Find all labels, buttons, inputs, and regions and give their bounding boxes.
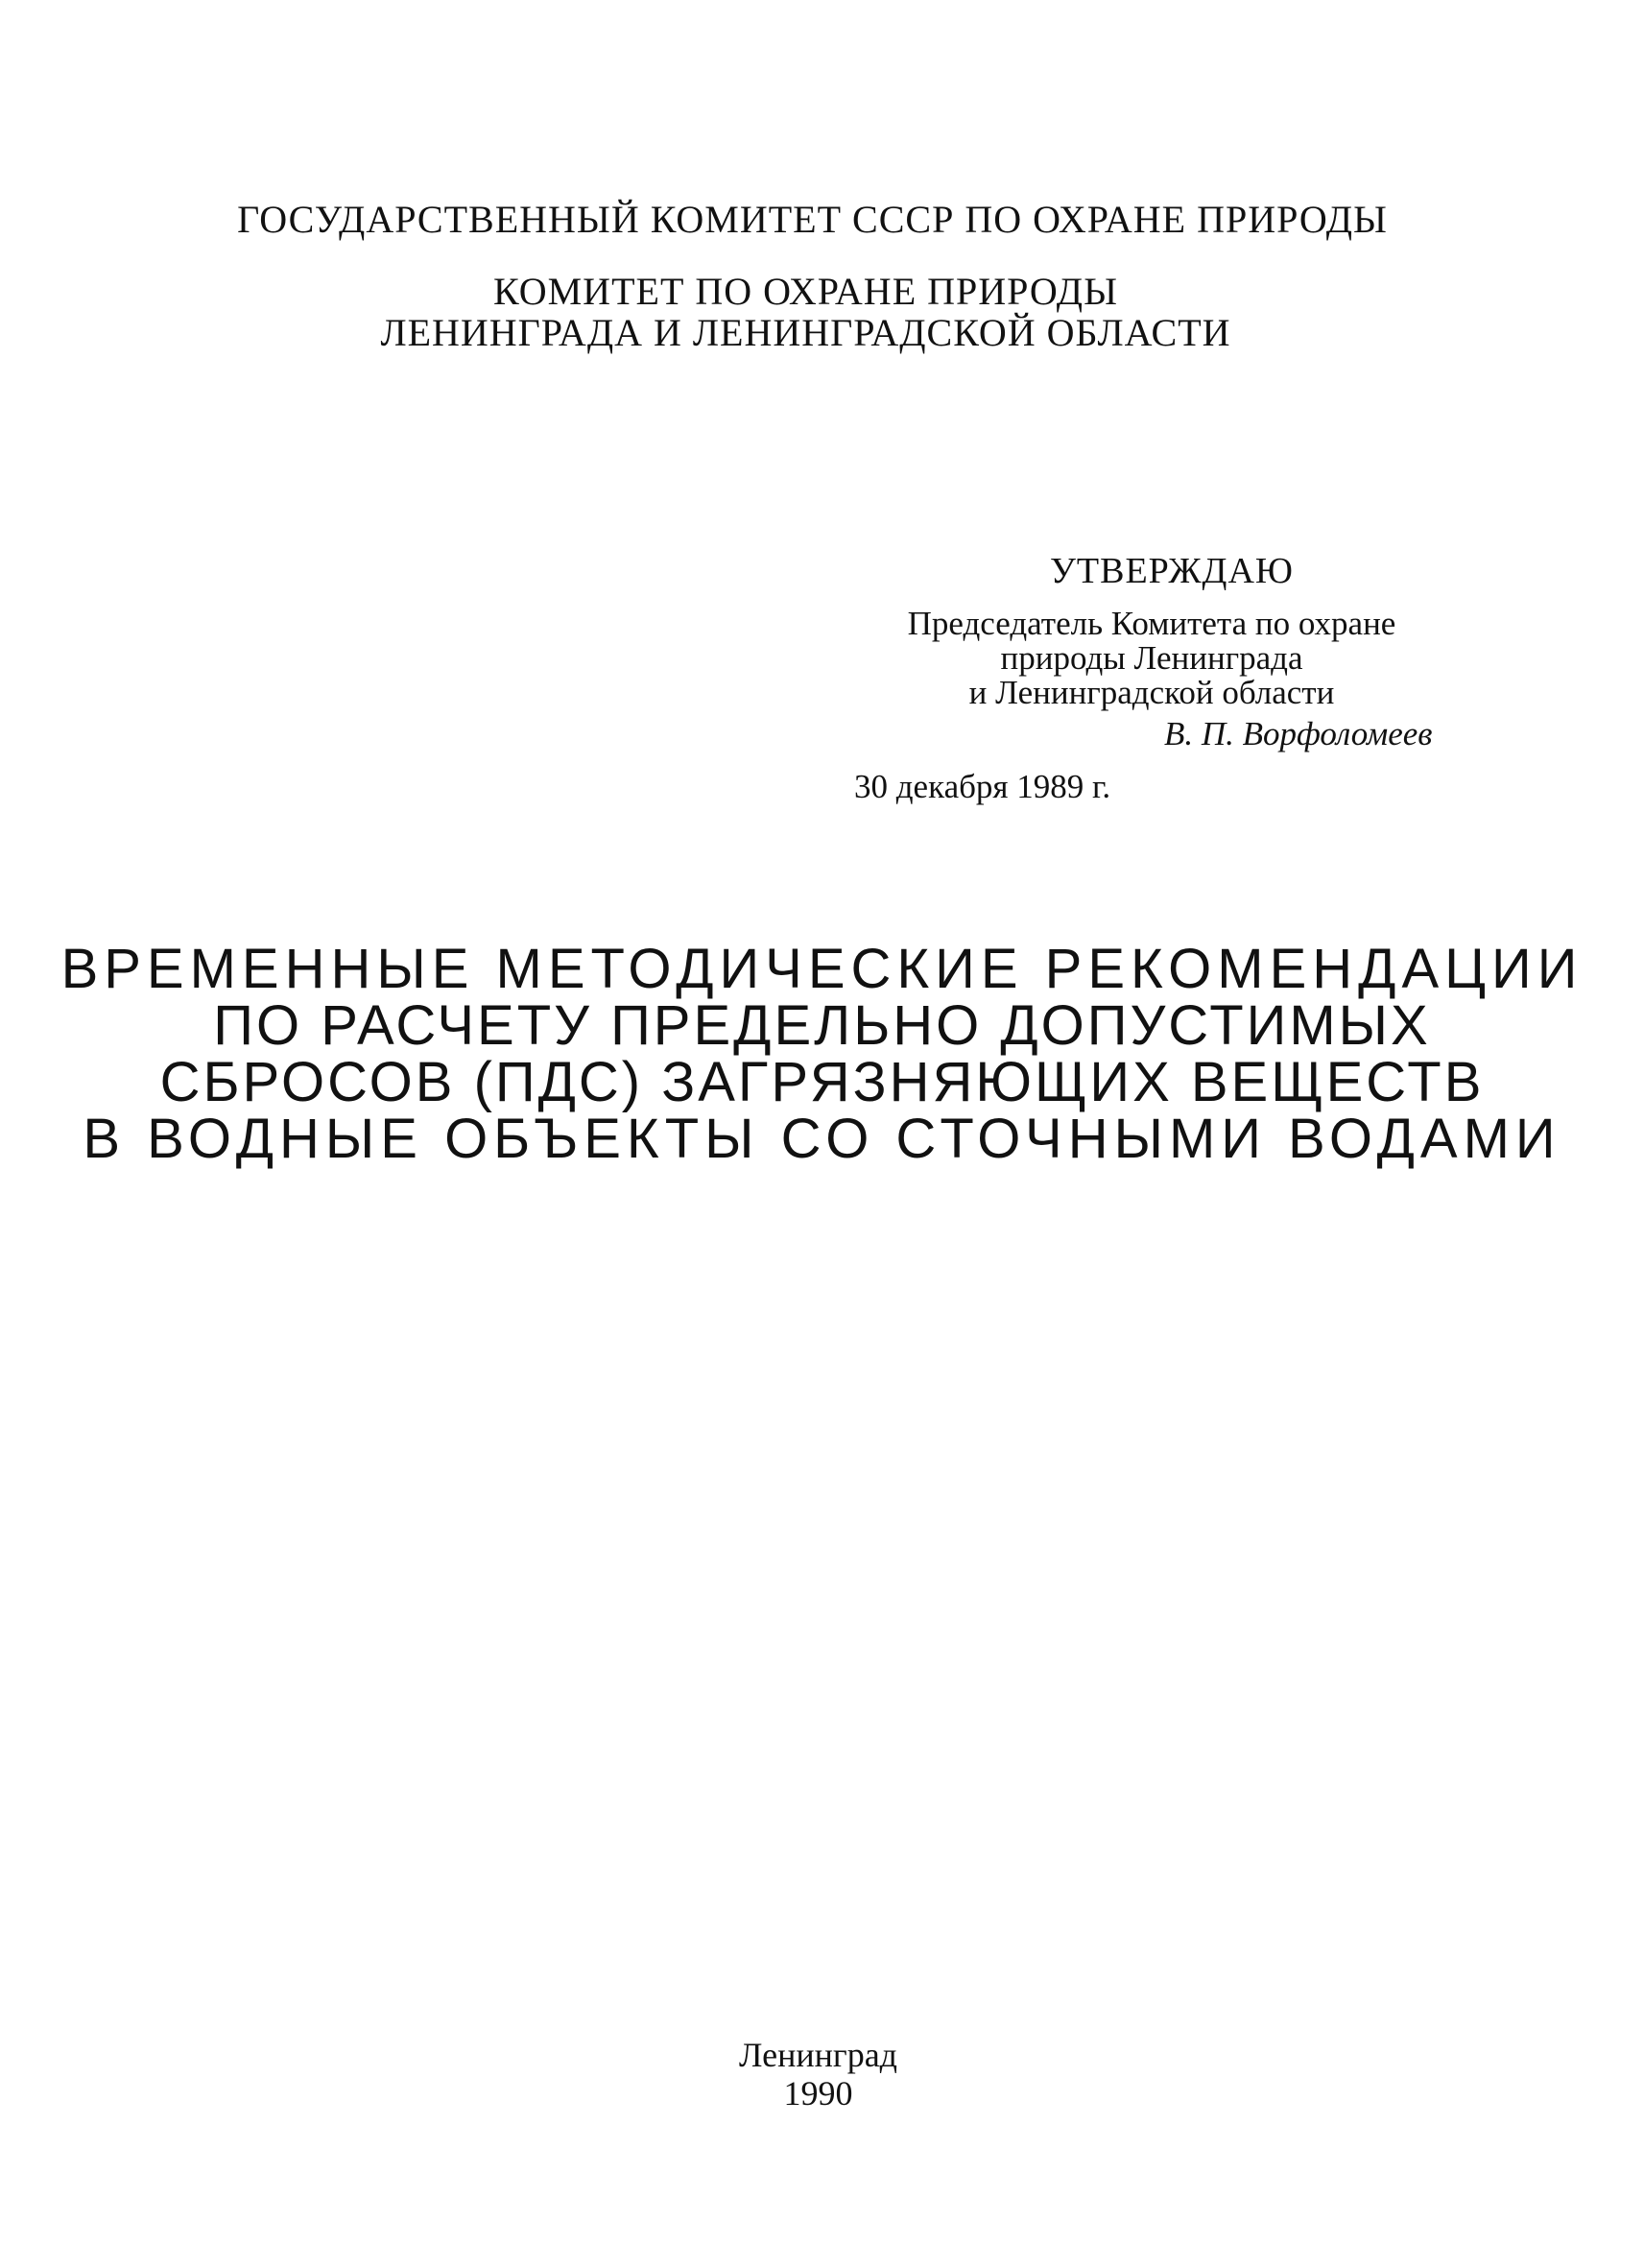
document-title: [0, 938, 1644, 1170]
approval-heading: УТВЕРЖДАЮ: [1050, 551, 1294, 591]
org-name-line-2: КОМИТЕТ ПО ОХРАНЕ ПРИРОДЫ: [493, 270, 1118, 313]
title-line-4: В ВОДНЫЕ ОБЪЕКТЫ СО СТОЧНЫМИ ВОДАМИ: [83, 1108, 1561, 1170]
title-line-1: ВРЕМЕННЫЕ МЕТОДИЧЕСКИЕ РЕКОМЕНДАЦИИ: [60, 938, 1584, 1000]
approver-name: В. П. Ворфоломеев: [1164, 715, 1433, 752]
title-line-3: СБРОСОВ (ПДС) ЗАГРЯЗНЯЮЩИХ ВЕЩЕСТВ: [159, 1051, 1485, 1113]
approver-position-line-1: Председатель Комитета по охране: [907, 605, 1396, 642]
approver-position-line-2: природы Ленинграда: [1000, 639, 1303, 677]
org-name-line-1: ГОСУДАРСТВЕННЫЙ КОМИТЕТ СССР ПО ОХРАНЕ ПРИРОДЫ: [237, 198, 1388, 241]
approver-position-line-3: и Ленинградской области: [968, 674, 1335, 711]
org-name-line-3: ЛЕНИНГРАДА И ЛЕНИНГРАДСКОЙ ОБЛАСТИ: [380, 311, 1231, 354]
title-line-2: ПО РАСЧЕТУ ПРЕДЕЛЬНО ДОПУСТИМЫХ: [213, 994, 1431, 1057]
approval-date: 30 декабря 1989 г.: [854, 768, 1111, 805]
imprint-city: Ленинград: [738, 2036, 897, 2074]
imprint-year: 1990: [783, 2074, 853, 2113]
